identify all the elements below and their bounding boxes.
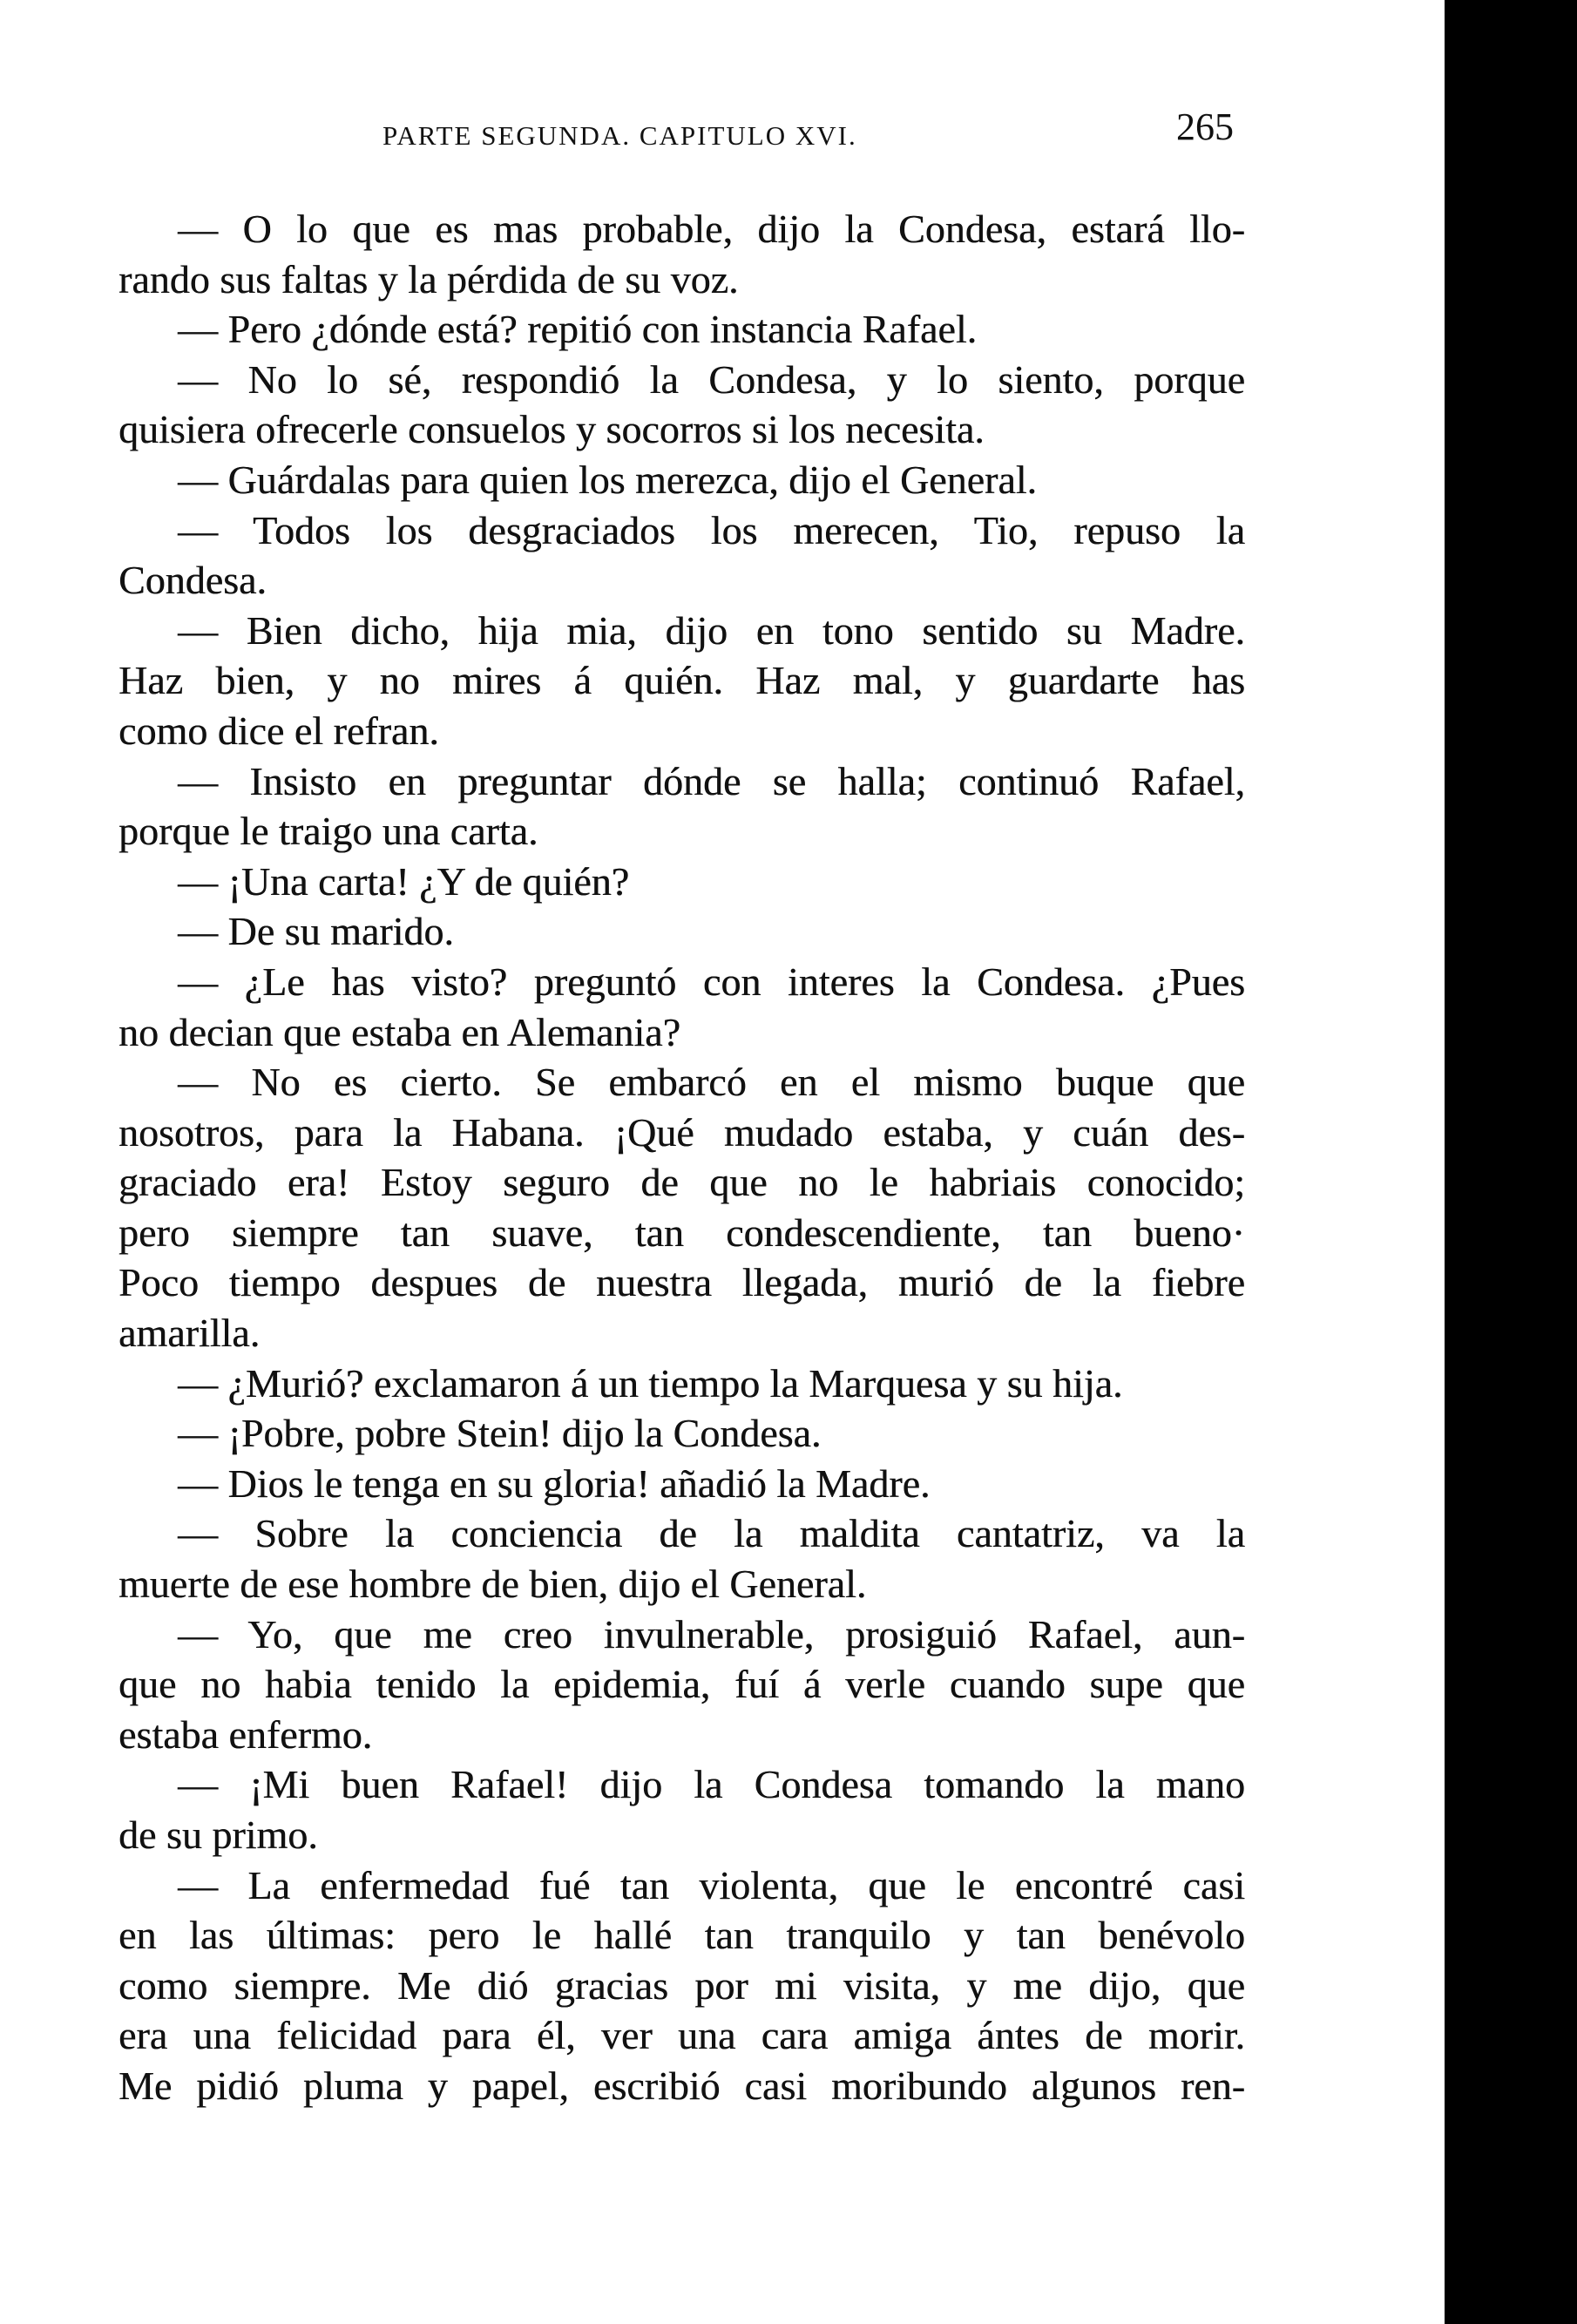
text-line: — Pero ¿dónde está? repitió con instancia Rafael.	[178, 307, 978, 352]
text-line: — ¿Murió? exclamaron á un tiempo la Marquesa y su hija.	[178, 1360, 1123, 1406]
running-head: PARTE SEGUNDA. CAPITULO XVI.	[382, 120, 857, 151]
text-line: — No es cierto. Se embarcó en el mismo buque que	[178, 1060, 1245, 1105]
text-line: Haz bien, y no mires á quién. Haz mal, y guardarte has	[118, 658, 1245, 703]
text-line: graciado era! Estoy seguro de que no le habriais conocido;	[118, 1160, 1245, 1205]
text-line: — Todos los desgraciados los merecen, Tio, repuso la	[178, 507, 1245, 552]
body-text	[118, 204, 1245, 2111]
text-line: quisiera ofrecerle consuelos y socorros si los necesita.	[118, 407, 985, 452]
text-line: de su primo.	[118, 1812, 318, 1857]
scan-border-band	[1445, 0, 1577, 2324]
text-line: pero siempre tan suave, tan condescendiente, tan bueno·	[118, 1209, 1245, 1255]
text-line: como siempre. Me dió gracias por mi visita, y me dijo, que	[118, 1962, 1245, 2008]
text-line: estaba enfermo.	[118, 1711, 373, 1757]
text-line: — ¡Mi buen Rafael! dijo la Condesa tomando la mano	[178, 1762, 1245, 1807]
text-line: — Sobre la conciencia de la maldita cantatriz, va la	[178, 1511, 1245, 1556]
text-line: que no habia tenido la epidemia, fuí á verle cuando supe que	[118, 1662, 1245, 1707]
text-line: — O lo que es mas probable, dijo la Condesa, estará llo-	[178, 207, 1245, 251]
text-line: — No lo sé, respondió la Condesa, y lo siento, porque	[178, 356, 1245, 402]
text-line: muerte de ese hombre de bien, dijo el General.	[118, 1562, 867, 1607]
text-line: — Insisto en preguntar dónde se halla; continuó Rafael,	[178, 758, 1245, 803]
text-line: — ¿Le has visto? preguntó con interes la Condesa. ¿Pues	[178, 959, 1245, 1004]
text-line: — Yo, que me creo invulnerable, prosiguió Rafael, aun-	[178, 1611, 1245, 1657]
text-line: — ¡Una carta! ¿Y de quién?	[178, 858, 630, 904]
text-line: no decian que estaba en Alemania?	[118, 1009, 680, 1054]
text-line: rando sus faltas y la pérdida de su voz.	[118, 256, 739, 302]
text-line: como dice el refran.	[118, 708, 439, 753]
text-line: porque le traigo una carta.	[118, 809, 538, 854]
text-line: — Bien dicho, hija mia, dijo en tono sentido su Madre.	[178, 607, 1245, 653]
text-line: — La enfermedad fué tan violenta, que le encontré casi	[178, 1862, 1245, 1907]
text-line: — ¡Pobre, pobre Stein! dijo la Condesa.	[178, 1411, 822, 1456]
text-line: — Guárdalas para quien los merezca, dijo el General.	[178, 457, 1038, 502]
text-line: era una felicidad para él, ver una cara amiga ántes de morir.	[118, 2013, 1245, 2058]
text-line: nosotros, para la Habana. ¡Qué mudado estaba, y cuán des-	[118, 1109, 1245, 1155]
text-line: Poco tiempo despues de nuestra llegada, murió de la fiebre	[118, 1260, 1245, 1305]
text-line: — Dios le tenga en su gloria! añadió la Madre.	[178, 1460, 931, 1506]
text-line: en las últimas: pero le hallé tan tranquilo y tan benévolo	[118, 1913, 1245, 1958]
text-line: Condesa.	[118, 558, 267, 603]
page-number: 265	[1176, 105, 1234, 148]
text-line: amarilla.	[118, 1311, 261, 1356]
text-line: Me pidió pluma y papel, escribió casi moribundo algunos ren-	[118, 2063, 1245, 2108]
text-line: — De su marido.	[178, 909, 454, 954]
